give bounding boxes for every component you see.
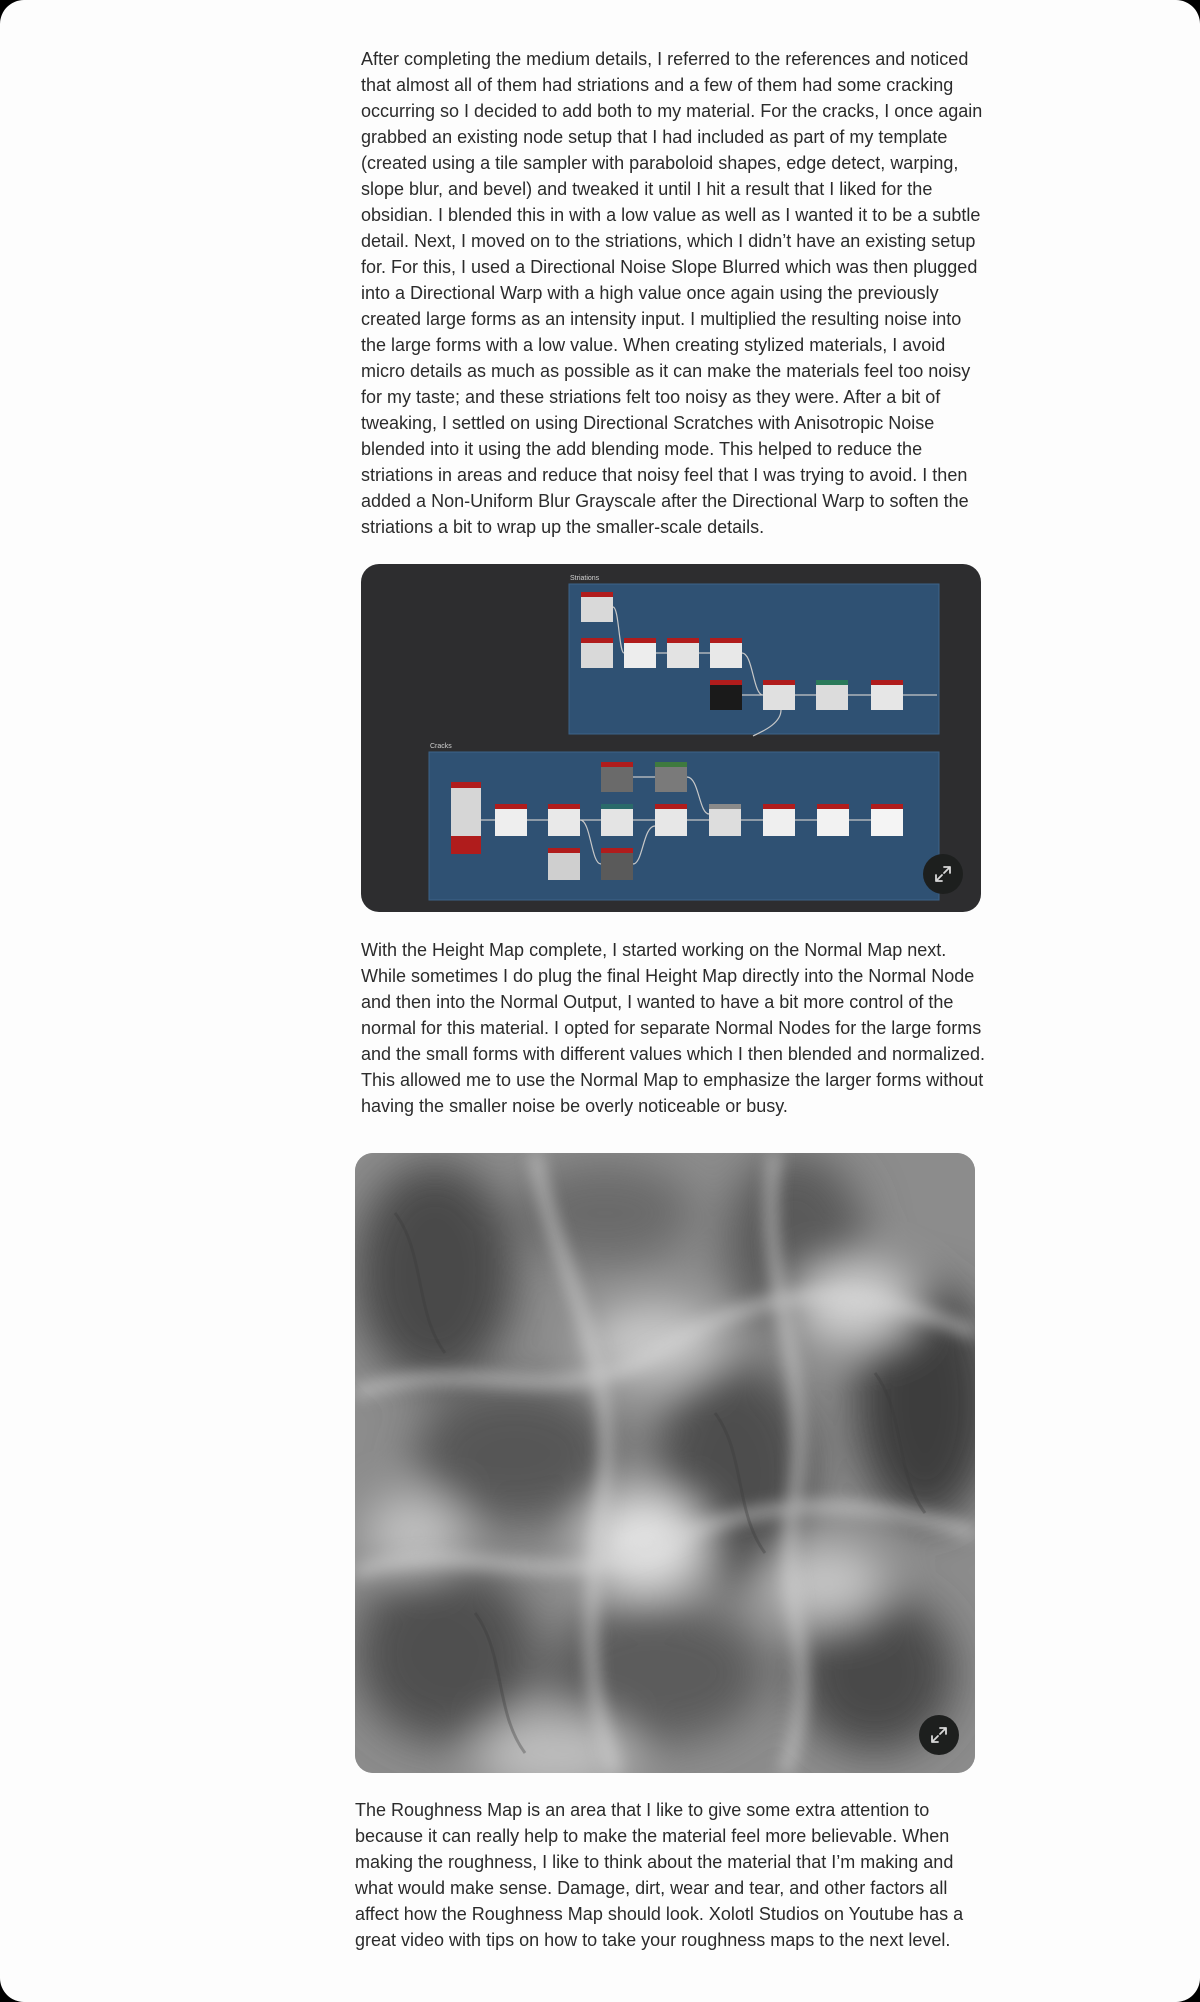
expand-button[interactable] <box>919 1715 959 1755</box>
frame-label-cracks: Cracks <box>430 743 452 750</box>
expand-icon <box>934 865 952 883</box>
node-graph-illustration <box>361 564 981 912</box>
frame-label-striations: Striations <box>570 575 600 582</box>
height-map-image[interactable] <box>355 1153 975 1773</box>
paragraph: With the Height Map complete, I started working on the Normal Map next. While sometimes I do plug the final Height Map directly into the Normal Node and then into the Normal Output, I wanted to have a bit more control of the normal for this material. I opted for separate Normal Nodes for the large forms and the small forms with different values which I then blended and normalized. This allowed me to use the Normal Map to emphasize the larger forms without having the smaller noise be overly noticeable or busy. <box>361 940 986 1116</box>
expand-button[interactable] <box>923 854 963 894</box>
node-graph-image[interactable] <box>361 564 981 912</box>
expand-icon <box>930 1726 948 1744</box>
paragraph: After completing the medium details, I referred to the references and noticed that almost all of them had striations and a few of them had some cracking occurring so I decided to add both to my material. For the cracks, I once again grabbed an existing node setup that I had included as part of my template (created using a tile sampler with paraboloid shapes, edge detect, warping, slope blur, and bevel) and tweaked it until I hit a result that I liked for the obsidian. I blended this in with a low value as well as I wanted it to be a subtle detail. Next, I moved on to the striations, which I didn’t have an existing setup for. For this, I used a Directional Noise Slope Blurred which was then plugged into a Directional Warp with a high value once again using the previously created large forms as an intensity input. I multiplied the resulting noise into the large forms with a low value. When creating stylized materials, I avoid micro details as much as possible as it can make the materials feel too noisy for my taste; and these striations felt too noisy as they were. After a bit of tweaking, I settled on using Directional Scratches with Anisotropic Noise blended into it using the add blending mode. This helped to reduce the striations in areas and reduce that noisy feel that I was trying to avoid. I then added a Non-Uniform Blur Grayscale after the Directional Warp to soften the striations a bit to wrap up the smaller-scale details. <box>361 49 983 537</box>
height-map-illustration <box>355 1153 975 1773</box>
paragraph: The Roughness Map is an area that I like to give some extra attention to because it can really help to make the material feel more believable. When making the roughness, I like to think about the material that I’m making and what would make sense. Damage, dirt, wear and tear, and other factors all affect how the Roughness Map should look. Xolotl Studios on Youtube has a great video with tips on how to take your roughness maps to the next level. <box>355 1800 964 1950</box>
